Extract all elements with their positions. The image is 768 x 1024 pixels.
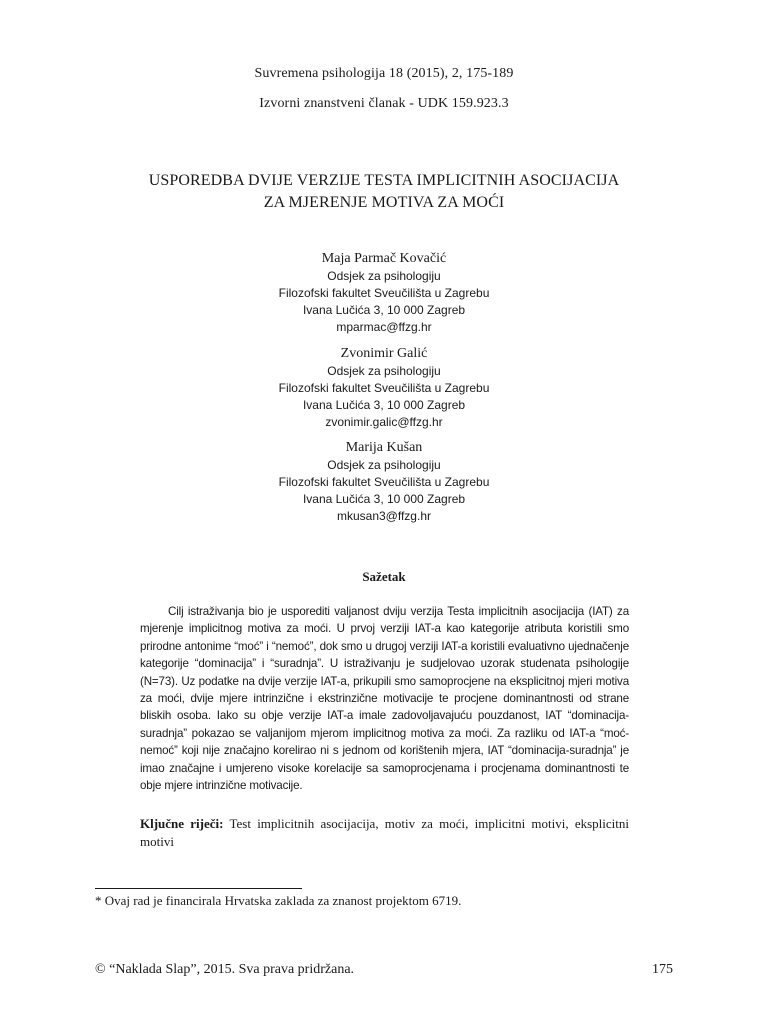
author-email: zvonimir.galic@ffzg.hr	[325, 415, 443, 429]
author-block-3	[0, 439, 768, 525]
author-department: Odsjek za psihologiju	[327, 269, 441, 283]
page-number: 175	[652, 962, 673, 977]
title-line-2: ZA MJERENJE MOTIVA ZA MOĆI	[263, 194, 505, 211]
author-address: Ivana Lučića 3, 10 000 Zagreb	[302, 398, 466, 412]
author-faculty: Filozofski fakultet Sveučilišta u Zagrebu	[278, 286, 490, 300]
author-address: Ivana Lučića 3, 10 000 Zagreb	[302, 492, 466, 506]
article-title	[0, 170, 768, 214]
abstract-heading: Sažetak	[362, 569, 406, 584]
author-block-1	[0, 250, 768, 336]
keywords	[140, 815, 629, 851]
article-type: Izvorni znanstveni članak - UDK 159.923.3	[259, 96, 509, 111]
title-line-1: USPOREDBA DVIJE VERZIJE TESTA IMPLICITNIH ASOCIJACIJA	[148, 172, 620, 189]
journal-citation: Suvremena psihologija 18 (2015), 2, 175-189	[254, 66, 514, 81]
abstract-text: Cilj istraživanja bio je usporediti valjanost dviju verzija Testa implicitnih asocijacija (IAT) za mjerenje implicitnog motiva za moći. U prvoj verziji IAT-a kao kategorije atributa koristili smo prirodne antonime “moć” i “nemoć”, dok smo u drugoj verziji IAT-a koristili evaluativno ujednačenje kategorije “dominacija” i “suradnja”. U istraživanju je sudjelovao uzorak studenata psihologije (N=73). Uz podatke na dvije verzije IAT-a, prikupili smo samoprocjene na eksplicitnoj mjeri motiva za moći, dvije mjere intrinzične i ekstrinzične motivacije te procjene dominantnosti od strane bliskih osoba. Iako su obje verzije IAT-a imale zadovoljavajuću pouzdanost, IAT “dominacija-suradnja” pokazao se valjanijom mjerom implicitnog motiva za moći. Za razliku od IAT-a “moć-nemoć” koji nije značajno korelirao ni s jednom od korištenih mjera, IAT “dominacija-suradnja” je imao značajne i umjereno visoke korelacije sa samoprocjenama i procjenama dominantnosti te obje mjere intrinzične motivacije.	[140, 605, 629, 793]
footnote: * Ovaj rad je financirala Hrvatska zaklada za znanost projektom 6719.	[95, 893, 462, 908]
author-name: Marija Kušan	[345, 440, 423, 455]
copyright-notice: © “Naklada Slap”, 2015. Sva prava pridržana.	[95, 962, 355, 977]
keywords-label: Ključne riječi:	[140, 816, 224, 831]
author-name: Maja Parmač Kovačić	[321, 251, 447, 266]
abstract-body	[140, 603, 629, 794]
author-faculty: Filozofski fakultet Sveučilišta u Zagrebu	[278, 381, 490, 395]
author-email: mparmac@ffzg.hr	[336, 320, 432, 334]
author-address: Ivana Lučića 3, 10 000 Zagreb	[302, 303, 466, 317]
keywords-text: Test implicitnih asocijacija, motiv za moći, implicitni motivi, eksplicitni motivi	[140, 816, 629, 849]
author-department: Odsjek za psihologiju	[327, 364, 441, 378]
author-department: Odsjek za psihologiju	[327, 458, 441, 472]
author-name: Zvonimir Galić	[340, 346, 428, 361]
author-faculty: Filozofski fakultet Sveučilišta u Zagrebu	[278, 475, 490, 489]
footnote-divider	[95, 888, 302, 889]
author-block-2	[0, 345, 768, 431]
author-email: mkusan3@ffzg.hr	[336, 509, 431, 523]
